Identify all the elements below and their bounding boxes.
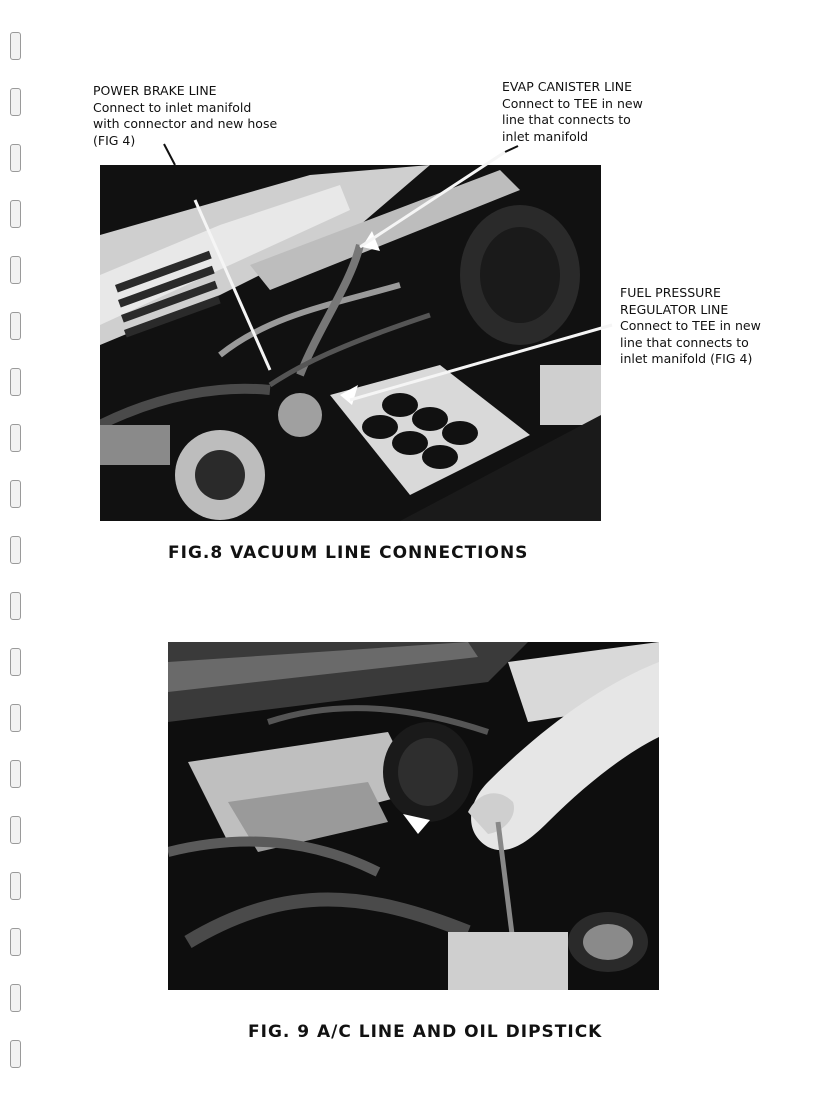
evap-canister-callout-line: inlet manifold bbox=[502, 128, 589, 144]
evap-canister-callout-line: EVAP CANISTER LINE bbox=[502, 79, 633, 94]
power-brake-callout-line: POWER BRAKE LINE bbox=[93, 83, 217, 98]
power-brake-callout-line: Connect to inlet manifold bbox=[93, 99, 252, 115]
fuel-pressure-callout-line: REGULATOR LINE bbox=[620, 301, 729, 317]
fuel-pressure-callout-line: FUEL PRESSURE bbox=[620, 285, 721, 300]
evap-canister-callout-line: line that connects to bbox=[502, 112, 631, 127]
figure-8-caption: FIG.8 VACUUM LINE CONNECTIONS bbox=[168, 543, 529, 563]
fuel-pressure-callout-line: inlet manifold (FIG 4) bbox=[620, 351, 753, 366]
evap-canister-callout-line: Connect to TEE in new bbox=[502, 95, 643, 111]
figure-9-caption: FIG. 9 A/C LINE AND OIL DIPSTICK bbox=[248, 1022, 603, 1042]
engine-bay-photo-dipstick bbox=[168, 642, 659, 990]
fuel-pressure-callout-line: Connect to TEE in new bbox=[620, 318, 761, 333]
power-brake-callout-line: (FIG 4) bbox=[93, 132, 136, 148]
power-brake-callout-line: with connector and new hose bbox=[93, 116, 278, 131]
fuel-pressure-callout-line: line that connects to bbox=[620, 334, 749, 350]
